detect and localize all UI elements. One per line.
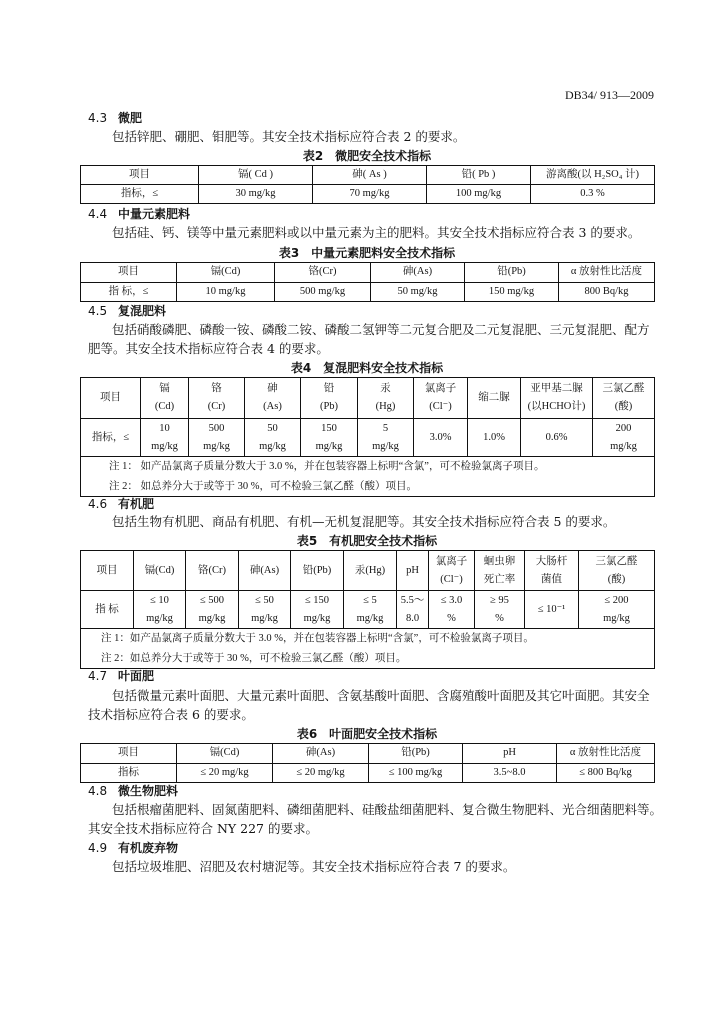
table-2 [80, 165, 655, 204]
value-cell: 0.6% [521, 419, 593, 457]
section-heading-4-6 [88, 497, 154, 511]
section-heading-4-4 [88, 207, 190, 221]
value-cell: 10 mg/kg [141, 419, 189, 457]
table-notes [81, 457, 655, 497]
value-cell: 100 mg/kg [427, 185, 531, 204]
value-cell: ≤ 500 mg/kg [186, 591, 239, 629]
section-heading-4-9 [88, 841, 178, 855]
value-cell: ≤ 100 mg/kg [369, 763, 463, 783]
value-cell: 10 mg/kg [177, 282, 275, 302]
section-number: 4.4 [88, 207, 108, 221]
value-cell: 30 mg/kg [199, 185, 313, 204]
header-cell: 汞(Hg) [344, 551, 397, 591]
header-cell: 项目 [81, 551, 134, 591]
paragraph-line: 包括硝酸磷肥、磷酸一铵、磷酸二铵、磷酸二氢钾等二元复合肥及二元复混肥、三元复混肥、配方 [112, 322, 650, 337]
table-title: 叶面肥安全技术指标 [329, 727, 438, 741]
header-cell: 铅( Pb ) [427, 166, 531, 185]
table-number: 表3 [278, 246, 300, 260]
value-cell: ≤ 50 mg/kg [239, 591, 291, 629]
section-number: 4.6 [88, 497, 108, 511]
section-number: 4.8 [88, 784, 108, 798]
table-header-row [81, 378, 655, 419]
value-cell: ≤ 10 mg/kg [134, 591, 186, 629]
header-cell: 氯离子 (Cl⁻) [429, 551, 475, 591]
header-cell: α 放射性比活度 [559, 263, 655, 283]
row-label-cell: 指标，≤ [81, 419, 141, 457]
value-cell: 50 mg/kg [371, 282, 465, 302]
table-title: 中量元素肥料安全技术指标 [311, 246, 456, 260]
value-cell: ≤ 800 Bq/kg [557, 763, 655, 783]
header-cell: 镉 (Cd) [141, 378, 189, 419]
header-cell: 砷(As) [239, 551, 291, 591]
header-cell: 项目 [81, 166, 199, 185]
header-cell: 铬(Cr) [186, 551, 239, 591]
row-label-cell: 指标 [81, 763, 177, 783]
section-title: 叶面肥 [118, 669, 155, 683]
table-row [81, 419, 655, 457]
table-number: 表6 [296, 727, 318, 741]
header-cell: 亚甲基二脲 (以HCHO计) [521, 378, 593, 419]
header-cell: 游离酸(以 H₂SO₄ 计) [531, 166, 655, 185]
section-number: 4.5 [88, 304, 108, 318]
table-2-caption [80, 149, 654, 163]
header-cell: 项目 [81, 744, 177, 764]
value-cell: ≤ 5 mg/kg [344, 591, 397, 629]
note-line: 注 1： 如产品氯离子质量分数大于 3.0 %，并在包装容器上标明“含氯”，可不检验氯离子项目。 [109, 461, 545, 472]
value-cell: 200 mg/kg [593, 419, 655, 457]
table-3 [80, 262, 655, 302]
value-cell: ≤ 200 mg/kg [579, 591, 655, 629]
paragraph-line: 技术指标应符合表 6 的要求。 [88, 707, 254, 722]
section-number: 4.3 [88, 111, 108, 125]
header-cell: 三氯乙醛 (酸) [579, 551, 655, 591]
value-cell: ≤ 20 mg/kg [177, 763, 273, 783]
value-cell: 70 mg/kg [313, 185, 427, 204]
note-line: 注 1：如产品氯离子质量分数大于 3.0 %，并在包装容器上标明“含氯”，可不检验氯离子项目。 [101, 633, 534, 644]
header-cell: 镉(Cd) [177, 744, 273, 764]
table-header-row [81, 744, 655, 764]
section-heading-4-3 [88, 111, 142, 125]
value-cell: 5 mg/kg [358, 419, 414, 457]
header-cell: 铅 (Pb) [301, 378, 358, 419]
row-label-cell: 指 标，≤ [81, 282, 177, 302]
table-number: 表2 [302, 149, 324, 163]
value-cell: 800 Bq/kg [559, 282, 655, 302]
header-cell: 大肠杆 菌值 [525, 551, 579, 591]
header-cell: 蛔虫卵 死亡率 [475, 551, 525, 591]
table-row [81, 282, 655, 302]
table-row [81, 591, 655, 629]
value-cell: 0.3 % [531, 185, 655, 204]
table-5 [80, 550, 655, 669]
header-cell: 汞 (Hg) [358, 378, 414, 419]
header-cell: 镉(Cd) [134, 551, 186, 591]
value-cell: 5.5～ 8.0 [397, 591, 429, 629]
paragraph-line: 包括锌肥、硼肥、钼肥等。其安全技术指标应符合表 2 的要求。 [112, 129, 466, 144]
header-cell: 铅(Pb) [465, 263, 559, 283]
header-cell: 铅(Pb) [291, 551, 344, 591]
section-number: 4.9 [88, 841, 108, 855]
section-heading-4-8 [88, 784, 178, 798]
header-cell: 项目 [81, 378, 141, 419]
table-title: 微肥安全技术指标 [335, 149, 432, 163]
header-cell: 砷 (As) [245, 378, 301, 419]
value-cell: 50 mg/kg [245, 419, 301, 457]
table-notes [81, 629, 655, 669]
table-header-row [81, 166, 655, 185]
section-title: 有机肥 [118, 497, 155, 511]
value-cell: ≤ 20 mg/kg [273, 763, 369, 783]
table-6 [80, 743, 655, 783]
table-3-caption [80, 246, 654, 260]
table-notes-row [81, 457, 655, 497]
table-6-caption [80, 727, 654, 741]
paragraph-line: 其安全技术指标应符合 NY 227 的要求。 [88, 821, 318, 836]
header-cell: 铬 (Cr) [189, 378, 245, 419]
table-4-caption [80, 361, 654, 375]
value-cell: 500 mg/kg [275, 282, 371, 302]
section-heading-4-7 [88, 669, 154, 683]
paragraph-line: 包括生物有机肥、商品有机肥、有机—无机复混肥等。其安全技术指标应符合表 5 的要求。 [112, 514, 616, 529]
table-number: 表5 [296, 534, 318, 548]
header-cell: 缩二脲 [468, 378, 521, 419]
paragraph-line: 包括垃圾堆肥、沼肥及农村塘泥等。其安全技术指标应符合表 7 的要求。 [112, 859, 516, 874]
table-header-row [81, 551, 655, 591]
table-header-row [81, 263, 655, 283]
header-cell: 三氯乙醛 (酸) [593, 378, 655, 419]
section-title: 有机废弃物 [118, 841, 179, 855]
paragraph-line: 包括硅、钙、镁等中量元素肥料或以中量元素为主的肥料。其安全技术指标应符合表 3 的要求。 [112, 225, 641, 240]
table-number: 表4 [290, 361, 312, 375]
value-cell: ≥ 95 % [475, 591, 525, 629]
table-title: 复混肥料安全技术指标 [323, 361, 444, 375]
value-cell: 3.5~8.0 [463, 763, 557, 783]
header-cell: pH [463, 744, 557, 764]
table-4 [80, 377, 655, 497]
document-number: DB34/ 913—2009 [564, 88, 654, 102]
value-cell: 1.0% [468, 419, 521, 457]
table-title: 有机肥安全技术指标 [329, 534, 438, 548]
section-title: 微肥 [118, 111, 143, 125]
table-5-caption [80, 534, 654, 548]
paragraph-line: 包括微量元素叶面肥、大量元素叶面肥、含氨基酸叶面肥、含腐殖酸叶面肥及其它叶面肥。其安全 [112, 688, 650, 703]
row-label-cell: 指标，≤ [81, 185, 199, 204]
header-cell: α 放射性比活度 [557, 744, 655, 764]
section-heading-4-5 [88, 304, 166, 318]
value-cell: 150 mg/kg [465, 282, 559, 302]
section-number: 4.7 [88, 669, 108, 683]
section-title: 复混肥料 [118, 304, 167, 318]
value-cell: 500 mg/kg [189, 419, 245, 457]
value-cell: ≤ 3.0 % [429, 591, 475, 629]
header-cell: 砷( As ) [313, 166, 427, 185]
section-title: 中量元素肥料 [118, 207, 191, 221]
table-notes-row [81, 629, 655, 669]
header-cell: 砷(As) [273, 744, 369, 764]
section-title: 微生物肥料 [118, 784, 179, 798]
note-line: 注 2：如总养分大于或等于 30 %，可不检验三氯乙醛（酸）项目。 [101, 652, 407, 664]
header-cell: 项目 [81, 263, 177, 283]
header-cell: 氯离子 (Cl⁻) [414, 378, 468, 419]
header-cell: 铬(Cr) [275, 263, 371, 283]
header-cell: 镉(Cd) [177, 263, 275, 283]
value-cell: 150 mg/kg [301, 419, 358, 457]
header-cell: 铅(Pb) [369, 744, 463, 764]
row-label-cell: 指 标 [81, 591, 134, 629]
paragraph-line: 肥等。其安全技术指标应符合表 4 的要求。 [88, 341, 329, 356]
header-cell: pH [397, 551, 429, 591]
paragraph-line: 包括根瘤菌肥料、固氮菌肥料、磷细菌肥料、硅酸盐细菌肥料、复合微生物肥料、光合细菌肥料等。 [112, 802, 663, 817]
header-cell: 镉( Cd ) [199, 166, 313, 185]
value-cell: 3.0% [414, 419, 468, 457]
value-cell: ≤ 150 mg/kg [291, 591, 344, 629]
table-row [81, 763, 655, 783]
header-cell: 砷(As) [371, 263, 465, 283]
table-row [81, 185, 655, 204]
note-line: 注 2： 如总养分大于或等于 30 %，可不检验三氯乙醛（酸）项目。 [109, 480, 417, 492]
value-cell: ≤ 10⁻¹ [525, 591, 579, 629]
